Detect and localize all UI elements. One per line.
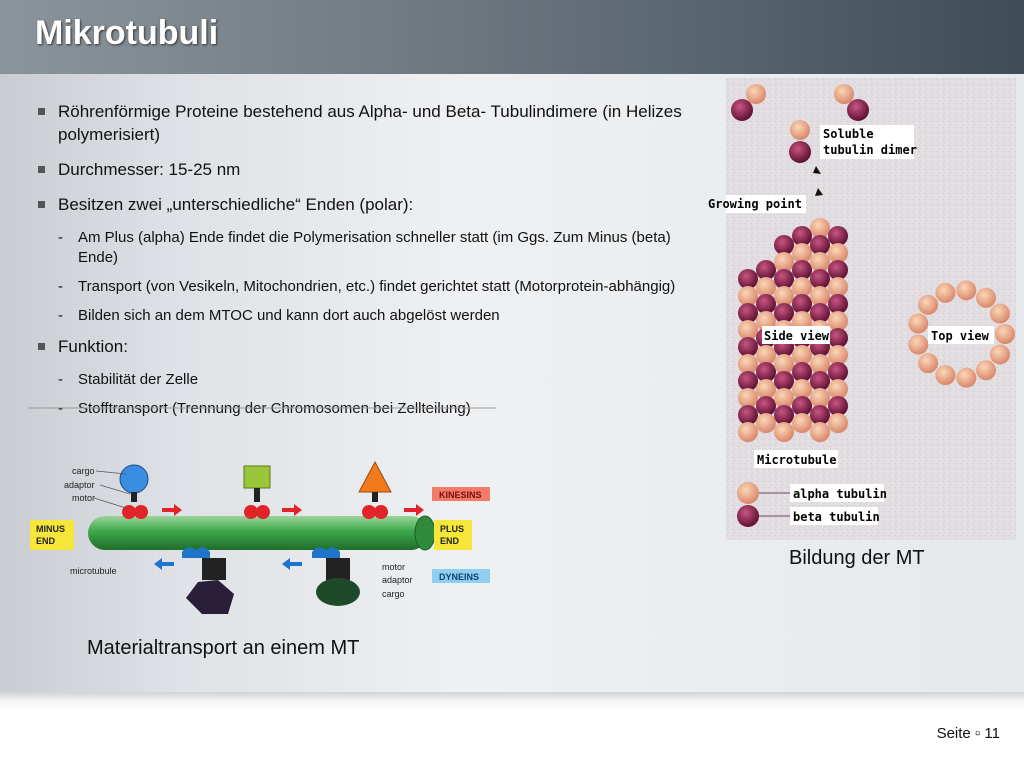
header-bar (0, 0, 1024, 74)
microtubule-label: Microtubule (757, 453, 837, 467)
tubulin-subunit (956, 368, 976, 388)
kinesin-motor (244, 466, 270, 519)
tubulin-subunit (918, 295, 938, 315)
sub-bullet-item: - Bilden sich an dem MTOC und kann dort auch abgelöst werden (38, 306, 698, 326)
cargo-label: cargo (72, 466, 95, 476)
tubulin-subunit (976, 360, 996, 380)
arrow-left-icon (154, 558, 302, 570)
top-view-label: Top view (931, 329, 989, 343)
sub-bullet-item: - Am Plus (alpha) Ende findet die Polymerisation schneller statt (im Ggs. Zum Minus (beta) Ende) (38, 228, 698, 268)
minus-end-label: MINUS (36, 524, 65, 534)
tubulin-subunit (828, 413, 848, 433)
tubulin-subunit (810, 422, 830, 442)
tubulin-subunit (756, 413, 776, 433)
beta-tubulin-swatch (737, 505, 759, 527)
figure-caption-left: Materialtransport an einem MT (87, 637, 360, 659)
sub-bullet-item: - Stabilität der Zelle (38, 370, 698, 390)
kinesins-label: KINESINS (439, 490, 482, 500)
plus-end-label: PLUS (440, 524, 465, 534)
figure-caption-right: Bildung der MT (789, 547, 925, 569)
tubulin-subunit (908, 335, 928, 355)
adaptor-label: adaptor (64, 480, 95, 490)
page-number: Seite ▫ 11 (936, 725, 1000, 742)
bullet-list (38, 100, 698, 428)
tubulin-subunit (976, 288, 996, 308)
beta-tubulin-label: beta tubulin (793, 510, 880, 524)
tubulin-subunit (774, 422, 794, 442)
tubulin-subunit (738, 422, 758, 442)
bullet-item: Durchmesser: 15-25 nm (38, 158, 698, 181)
motor-label: motor (382, 562, 406, 572)
bullet-item: Röhrenförmige Proteine bestehend aus Alpha- und Beta- Tubulindimere (in Helizes polymerisiert) (38, 100, 698, 146)
tubulin-subunit (990, 304, 1010, 324)
dyneins-label: DYNEINS (439, 572, 480, 582)
cargo-label: cargo (382, 589, 405, 599)
tubulin-subunit (935, 283, 955, 303)
soluble-label: tubulin dimer (823, 143, 917, 157)
sub-bullet-item: - Transport (von Vesikeln, Mitochondrien, etc.) findet gerichtet statt (Motorprotein-abhängig) (38, 277, 698, 297)
tubulin-subunit (792, 413, 812, 433)
growing-point-label: Growing point (708, 197, 802, 211)
motor-transport-figure (28, 408, 496, 620)
tubulin-subunit (995, 324, 1015, 344)
microtubule-tube (88, 516, 428, 550)
dynein-motor (312, 547, 360, 606)
adaptor-label: adaptor (382, 575, 413, 585)
tubulin-subunit (990, 344, 1010, 364)
footer-bar (0, 692, 1024, 768)
bullet-item: Besitzen zwei „unterschiedliche“ Enden (polar): (38, 193, 698, 216)
bullet-item: Funktion: (38, 335, 698, 358)
tubulin-subunit (935, 365, 955, 385)
tubulin-subunit (908, 313, 928, 333)
dynein-motor (182, 547, 234, 614)
motor-label: motor (72, 493, 96, 503)
alpha-tubulin-label: alpha tubulin (793, 487, 887, 501)
kinesin-motor (359, 462, 391, 519)
minus-end-label: END (36, 536, 56, 546)
tubulin-subunit (956, 280, 976, 300)
sub-bullet-item: - Stofftransport (Trennung der Chromosomen bei Zellteilung) (38, 399, 698, 419)
plus-end-label: END (440, 536, 460, 546)
slide-title: Mikrotubuli (35, 14, 219, 52)
microtubule-formation-figure (708, 78, 1016, 540)
side-view-label: Side view (764, 329, 830, 343)
soluble-label: Soluble (823, 127, 874, 141)
alpha-tubulin-swatch (737, 482, 759, 504)
microtubule-label: microtubule (70, 566, 117, 576)
tubulin-subunit (918, 353, 938, 373)
